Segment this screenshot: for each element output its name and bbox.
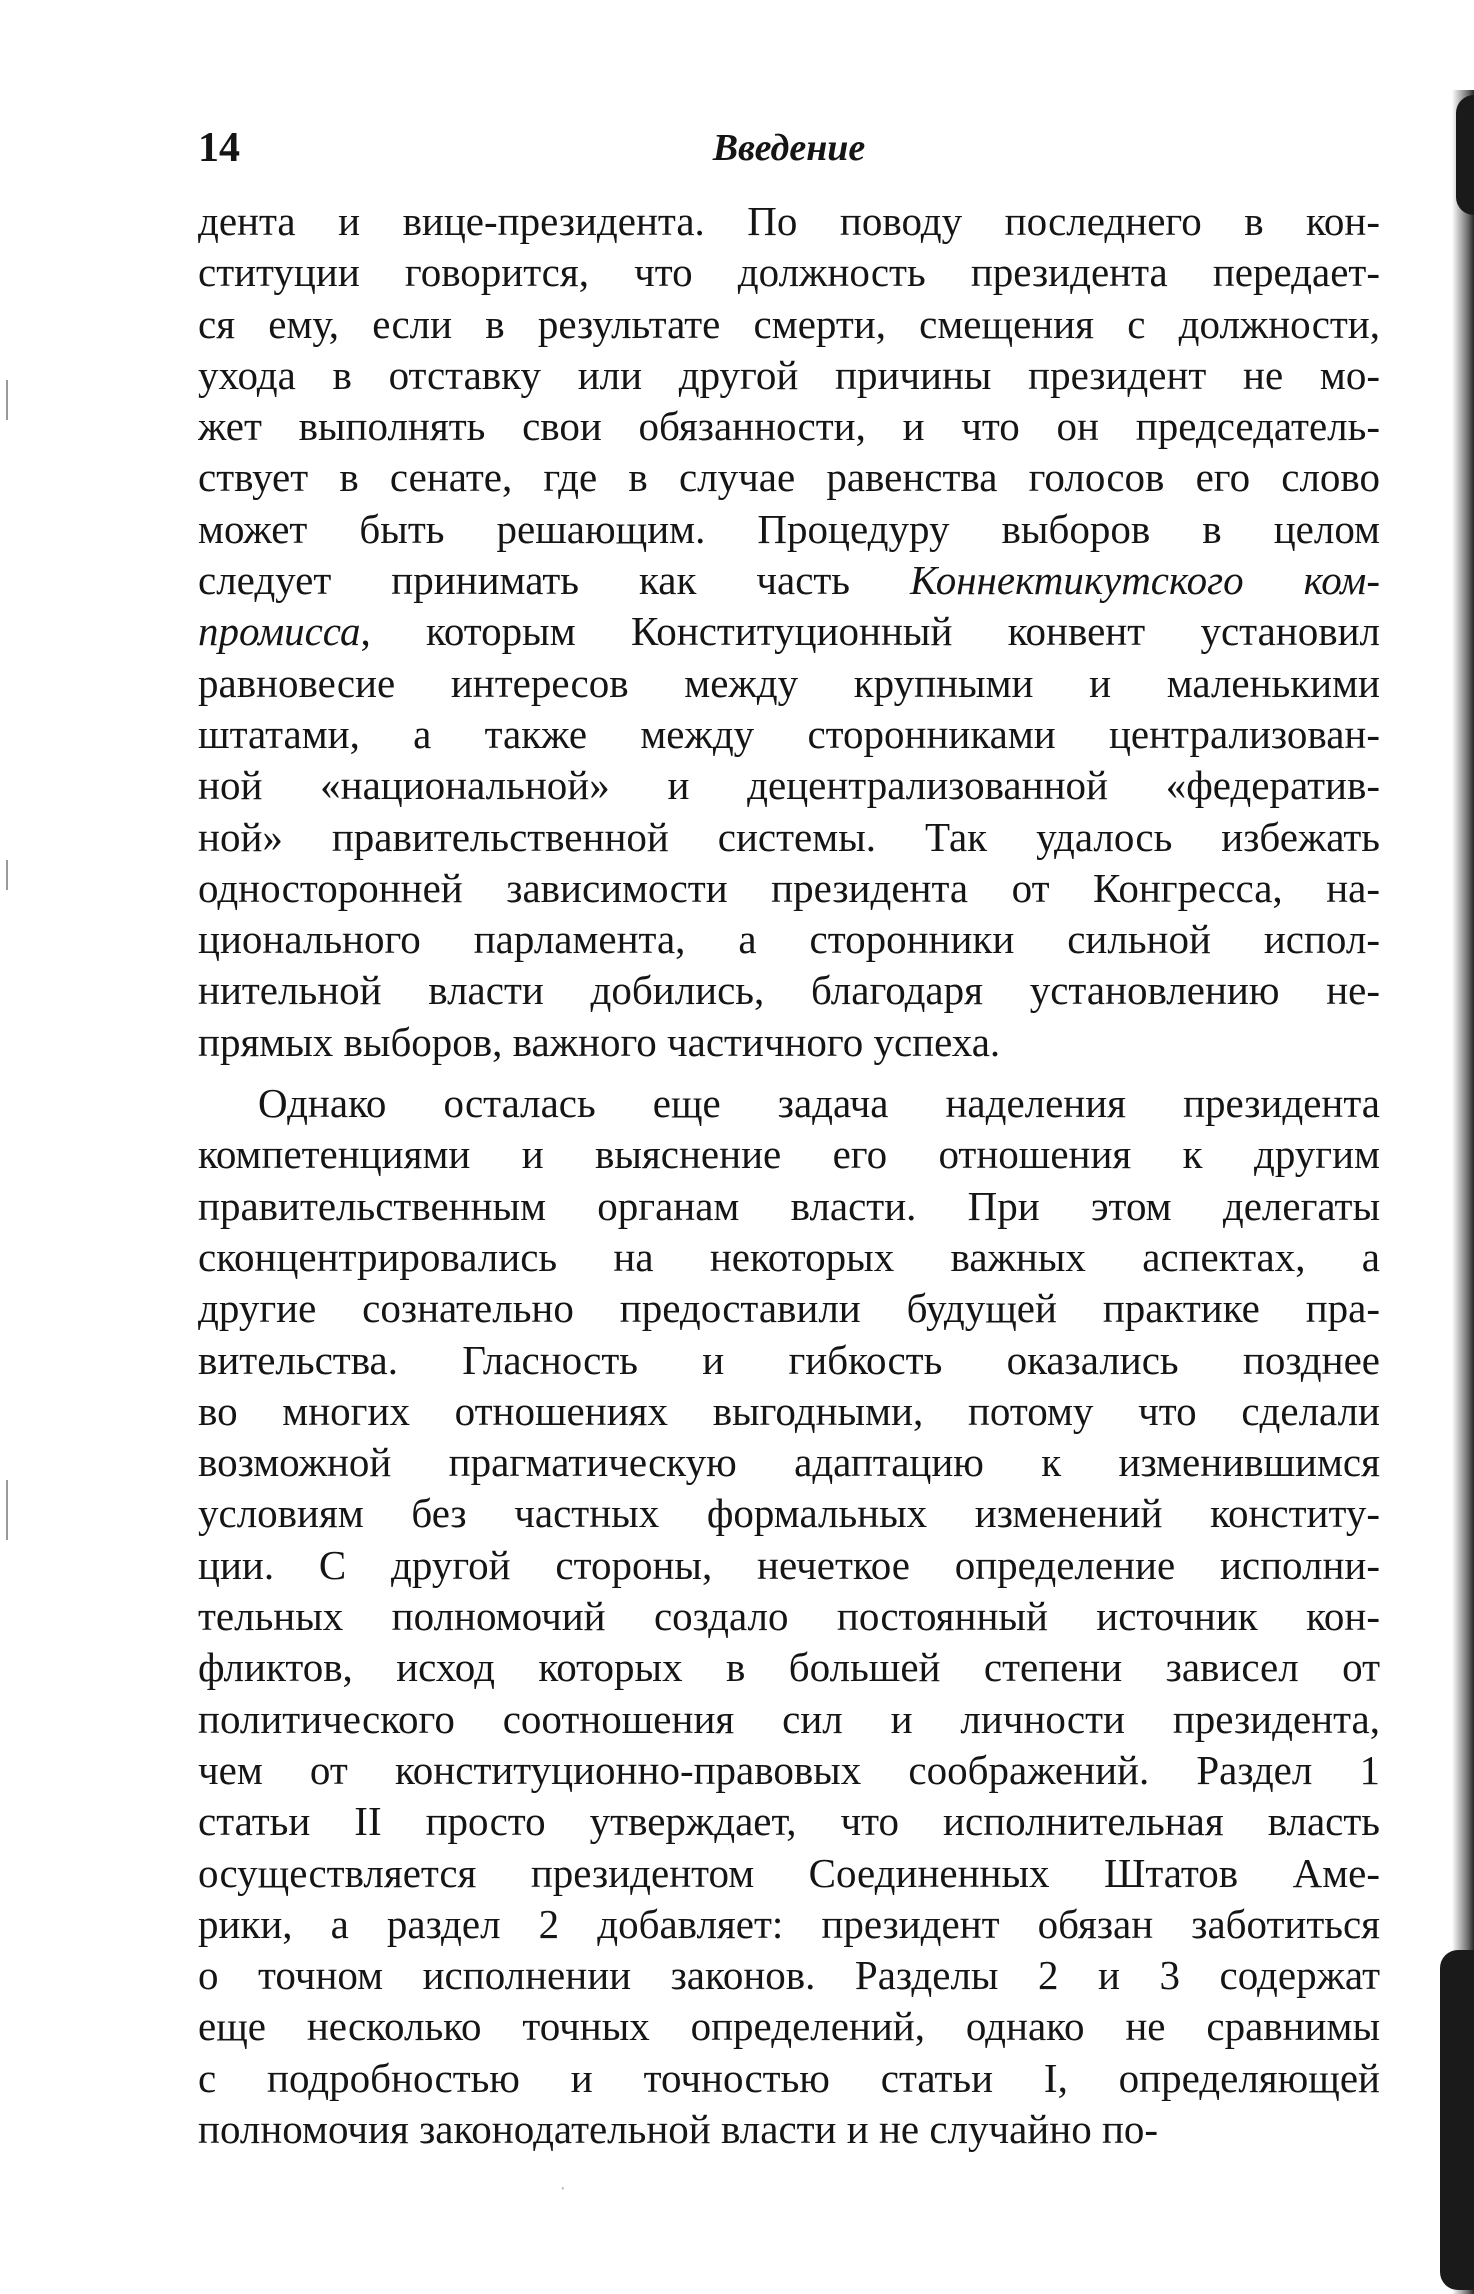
text-line: ной «национальной» и децентрализованной «федератив- <box>198 762 1380 809</box>
text-line: жет выполнять свои обязанности, и что он председатель- <box>198 403 1380 450</box>
text-line: правительственным органам власти. При этом делегаты <box>198 1182 1380 1229</box>
scan-smudge: · <box>560 2178 565 2200</box>
text-line: полномочия законодательной власти и не случайно по- <box>198 2105 1159 2152</box>
text-line: еще несколько точных определений, однако не сравнимы <box>198 2003 1380 2050</box>
text-line: возможной прагматическую адаптацию к изменившимся <box>198 1439 1380 1486</box>
scan-speck <box>6 860 8 890</box>
text-line: тельных полномочий создало постоянный источник кон- <box>198 1593 1380 1640</box>
text-line: ституции говорится, что должность президента передает- <box>198 249 1380 296</box>
text-run: следует принимать как часть <box>198 557 911 604</box>
text-line <box>198 555 1380 606</box>
text-line: другие сознательно предоставили будущей практике пра- <box>198 1285 1380 1332</box>
scan-edge-blot <box>1456 95 1474 215</box>
text-line: ствует в сенате, где в случае равенства голосов его слово <box>198 454 1380 501</box>
text-line: рики, а раздел 2 добавляет: президент обязан заботиться <box>198 1900 1380 1947</box>
page-header <box>198 118 1380 178</box>
body-text <box>198 196 1380 2155</box>
italic-term: промисса <box>198 608 361 655</box>
text-line: нительной власти добились, благодаря установлению не- <box>198 967 1380 1014</box>
text-line: вительства. Гласность и гибкость оказались позднее <box>198 1336 1380 1383</box>
scan-speck <box>6 1480 8 1540</box>
text-line <box>198 606 1380 657</box>
text-line: Однако осталась еще задача наделения президента <box>258 1080 1380 1127</box>
text-line: ной» правительственной системы. Так удалось избежать <box>198 813 1380 860</box>
text-line: сконцентрировались на некоторых важных аспектах, а <box>198 1233 1380 1280</box>
text-line: чем от конституционно-правовых соображений. Раздел 1 <box>198 1746 1380 1793</box>
text-line: ции. С другой стороны, нечеткое определение исполни- <box>198 1541 1380 1588</box>
italic-term: Коннектикутского ком- <box>910 557 1380 604</box>
paragraph-gap <box>198 1068 1380 1078</box>
page-number: 14 <box>198 125 240 171</box>
text-line: дента и вице-президента. По поводу последнего в кон- <box>198 198 1380 244</box>
text-line: может быть решающим. Процедуру выборов в целом <box>198 505 1380 552</box>
running-title: Введение <box>712 127 866 169</box>
paragraph-1 <box>198 196 1380 1068</box>
text-line: равновесие интересов между крупными и маленькими <box>198 659 1380 706</box>
text-line: прямых выборов, важного частичного успеха. <box>198 1018 1001 1065</box>
text-line: ционального парламента, а сторонники сильной испол- <box>198 916 1380 963</box>
scan-edge-blot <box>1440 1950 1474 2290</box>
scan-speck <box>6 380 8 420</box>
text-line: штатами, а также между сторонниками централизован- <box>198 710 1380 757</box>
text-line: статьи II просто утверждает, что исполнительная власть <box>198 1798 1380 1845</box>
text-line: условиям без частных формальных изменений конститу- <box>198 1490 1380 1537</box>
text-run: , которым Конституционный конвент установил <box>360 608 1380 655</box>
text-line: о точном исполнении законов. Разделы 2 и 3 содержат <box>198 1952 1380 1999</box>
text-line: ся ему, если в результате смерти, смещения с должности, <box>198 300 1380 347</box>
paragraph-2 <box>198 1078 1380 2155</box>
text-line: фликтов, исход которых в большей степени зависел от <box>198 1644 1380 1691</box>
text-line: осуществляется президентом Соединенных Штатов Аме- <box>198 1849 1380 1896</box>
text-line: компетенциями и выяснение его отношения к другим <box>198 1131 1380 1178</box>
text-line: ухода в отставку или другой причины президент не мо- <box>198 351 1380 398</box>
text-line: политического соотношения сил и личности президента, <box>198 1695 1380 1742</box>
text-line: во многих отношениях выгодными, потому что сделали <box>198 1387 1380 1434</box>
text-line: с подробностью и точностью статьи I, определяющей <box>198 2054 1380 2101</box>
text-line: односторонней зависимости президента от Конгресса, на- <box>198 864 1380 911</box>
